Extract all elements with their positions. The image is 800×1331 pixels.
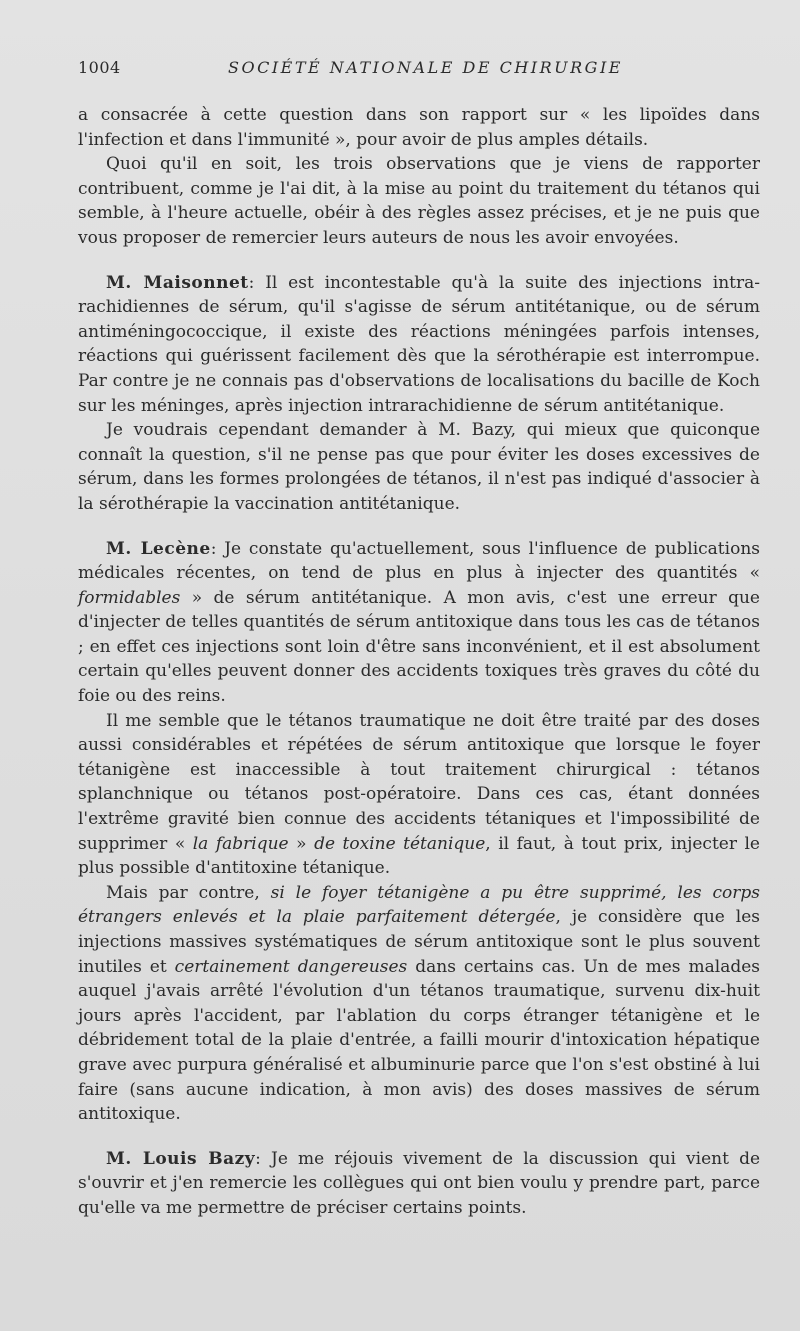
paragraph-maisonnet-question — [78, 418, 760, 516]
paragraph-lecene-3 — [78, 881, 760, 1127]
italic-text: la fabrique — [192, 833, 289, 854]
paragraph-lecene — [78, 537, 760, 709]
paragraph-text: : Je me réjouis vivement de la discussion qui vient de s'ouvrir et j'en remercie les collègues qui ont bien voulu y prendre part, parce qu'elle va me permettre de préciser certains points. — [78, 1148, 761, 1218]
paragraph-louis-bazy — [78, 1147, 760, 1221]
page-header — [78, 58, 758, 82]
paragraph-text: , je considère que les injections massives systématiques de sérum antitoxique sont le plus souvent inutiles et — [78, 907, 760, 977]
italic-text: certainement dangereuses — [174, 956, 408, 977]
paragraph-text: : Je constate qu'actuellement, sous l'influence de publications médicales récentes, on tend de plus en plus à injecter des quantités « — [78, 538, 760, 584]
italic-text: formidables — [78, 587, 181, 608]
paragraph-maisonnet — [78, 271, 760, 419]
paragraph-text: Je voudrais cependant demander à M. Bazy, qui mieux que quiconque connaît la question, s'il ne pense pas que pour éviter les doses excessives de sérum, dans les formes prolongées de tétanos, il n'est pas indiqué d'associer à la sérothérapie la vaccination antitétanique. — [78, 420, 760, 514]
italic-text: de toxine tétanique — [314, 833, 486, 854]
speaker-name-lecene: M. Lecène — [106, 538, 211, 559]
paragraph-text: : Il est incontestable qu'à la suite des injections intra-rachidiennes de sérum, qu'il s'agisse de sérum antitétanique, ou de sérum antiméningococcique, il existe des réactions méningées parfois intenses, réactions qui guérissent facilement dès que la sérothérapie est interrompue. Par contre je ne connais pas d'observations de localisations du bacille de Koch sur les méninges, après injection intrarachidienne de sérum antitétanique. — [78, 272, 761, 416]
paragraph-text: » — [288, 833, 315, 854]
paragraph-text: » de sérum antitétanique. A mon avis, c'est une erreur que d'injecter de telles quantités de sérum antitoxique dans tous les cas de tétanos ; en effet ces injections sont loin d'être sans inconvénient, et il est absolument certain qu'elles peuvent donner des accidents toxiques très graves du côté du foie ou des reins. — [78, 587, 760, 707]
speaker-name-maisonnet: M. Maisonnet — [106, 272, 249, 293]
paragraph-lecene-2 — [78, 709, 760, 881]
body-text — [78, 103, 760, 1221]
paragraph-continuation — [78, 103, 760, 152]
paragraph-text: a consacrée à cette question dans son rapport sur « les lipoïdes dans l'infection et dans l'immunité », pour avoir de plus amples détails. — [78, 105, 760, 150]
paragraph-text: Il me semble que le tétanos traumatique ne doit être traité par des doses aussi considérables et répétées de sérum antitoxique que lorsque le foyer tétanigène est inaccessible à tout traitement chirurgical : tétanos splanchnique ou tétanos post-opératoire. Dans ces cas, étant données l'extrême gravité bien connue des accidents tétaniques et l'impossibilité de supprimer « — [78, 710, 760, 854]
paragraph-text: , il faut, à tout prix, injecter le plus possible d'antitoxine tétanique. — [78, 833, 760, 879]
paragraph-text: Mais par contre, — [106, 882, 271, 903]
paragraph-conclusion — [78, 152, 760, 250]
page-number: 1004 — [78, 58, 121, 77]
speaker-name-louis-bazy: M. Louis Bazy — [106, 1148, 256, 1169]
paragraph-text: dans certains cas. Un de mes malades auquel j'avais arrêté l'évolution d'un tétanos traumatique, survenu dix-huit jours après l'accident, par l'ablation du corps étranger tétanigène et le débridement total de la plaie d'entrée, a failli mourir d'intoxication hépatique grave avec purpura généralisé et albuminurie parce que l'on s'est obstiné à lui faire (sans aucune indication, à mon avis) des doses massives de sérum antitoxique. — [78, 956, 760, 1125]
italic-text: si le foyer tétanigène a pu être supprimé, les corps étrangers enlevés et la plaie parfaitement détergée — [78, 882, 761, 928]
paragraph-text: Quoi qu'il en soit, les trois observations que je viens de rapporter contribuent, comme je l'ai dit, à la mise au point du traitement du tétanos qui semble, à l'heure actuelle, obéir à des règles assez précises, et je ne puis que vous proposer de remercier leurs auteurs de nous les avoir envoyées. — [78, 154, 760, 248]
running-title: SOCIÉTÉ NATIONALE DE CHIRURGIE — [228, 58, 623, 77]
